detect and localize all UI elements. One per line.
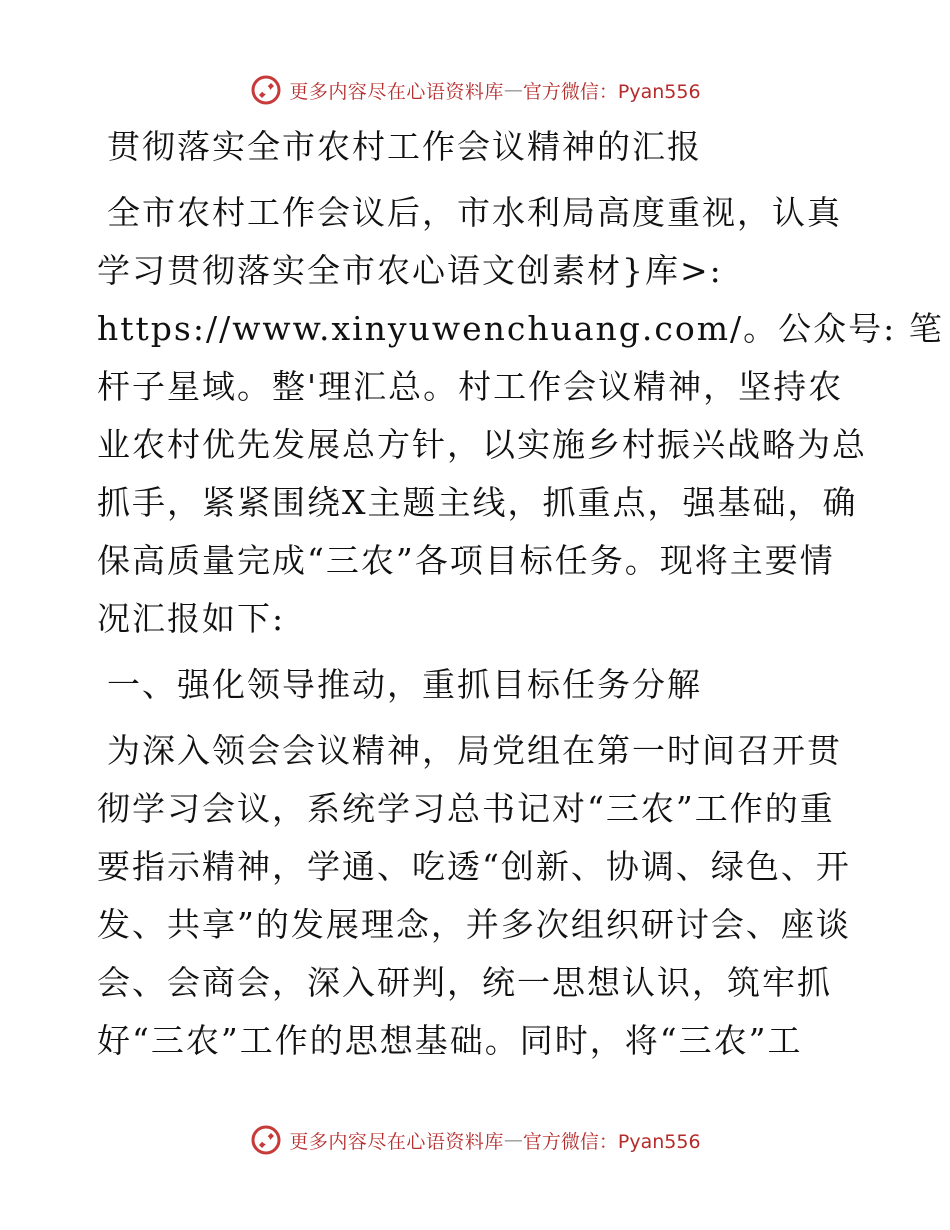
- paragraph-line: 为深入领会会议精神，局党组在第一时间召开贯: [107, 731, 842, 770]
- paragraph-line: 保高质量完成“三农”各项目标任务。现将主要情: [97, 541, 835, 580]
- banner-contact: 官方微信：Pyan556: [522, 80, 701, 103]
- paragraph-line: 杆子星域。整'理汇总。村工作会议精神，坚持农: [97, 367, 844, 406]
- paragraph-line: 会、会商会，深入研判，统一思想认识，筑牢抓: [97, 963, 832, 1002]
- banner-separator: —: [503, 1129, 523, 1151]
- paragraph-line: 好“三农”工作的思想基础。同时，将“三农”工: [97, 1021, 803, 1060]
- paragraph-line: 全市农村工作会议后，市水利局高度重视，认真: [107, 193, 842, 232]
- paragraph-line: 要指示精神，学通、吃透“创新、协调、绿色、开: [97, 847, 851, 886]
- paragraph-line: 抓手，紧紧围绕X主题主线，抓重点，强基础，确: [97, 483, 858, 522]
- header-watermark-banner: [0, 70, 950, 110]
- section1-paragraph: [97, 722, 857, 1070]
- paragraph-line: https://www.xinyuwenchuang.com/。公众号: 笔: [97, 309, 944, 348]
- section-heading: 一、强化领导推动，重抓目标任务分解: [107, 665, 702, 704]
- footer-watermark-banner: [0, 1120, 950, 1160]
- banner-slogan: 更多内容尽在心语资料库: [289, 80, 504, 103]
- paragraph-line: 学习贯彻落实全市农心语文创素材}库>:: [97, 251, 723, 290]
- paragraph-line: 况汇报如下:: [97, 599, 286, 638]
- banner-contact: 官方微信：Pyan556: [522, 1130, 701, 1153]
- banner-slogan: 更多内容尽在心语资料库: [289, 1130, 504, 1153]
- document-title: 贯彻落实全市农村工作会议精神的汇报: [107, 127, 702, 166]
- intro-paragraph: [97, 184, 944, 648]
- document-body: [97, 118, 944, 1070]
- brand-logo-icon: [249, 1123, 283, 1157]
- brand-logo-icon: [249, 73, 283, 107]
- paragraph-line: 业农村优先发展总方针，以实施乡村振兴战略为总: [97, 425, 867, 464]
- paragraph-line: 发、共享”的发展理念，并多次组织研讨会、座谈: [97, 905, 851, 944]
- banner-separator: —: [503, 79, 523, 101]
- paragraph-line: 彻学习会议，系统学习总书记对“三农”工作的重: [97, 789, 835, 828]
